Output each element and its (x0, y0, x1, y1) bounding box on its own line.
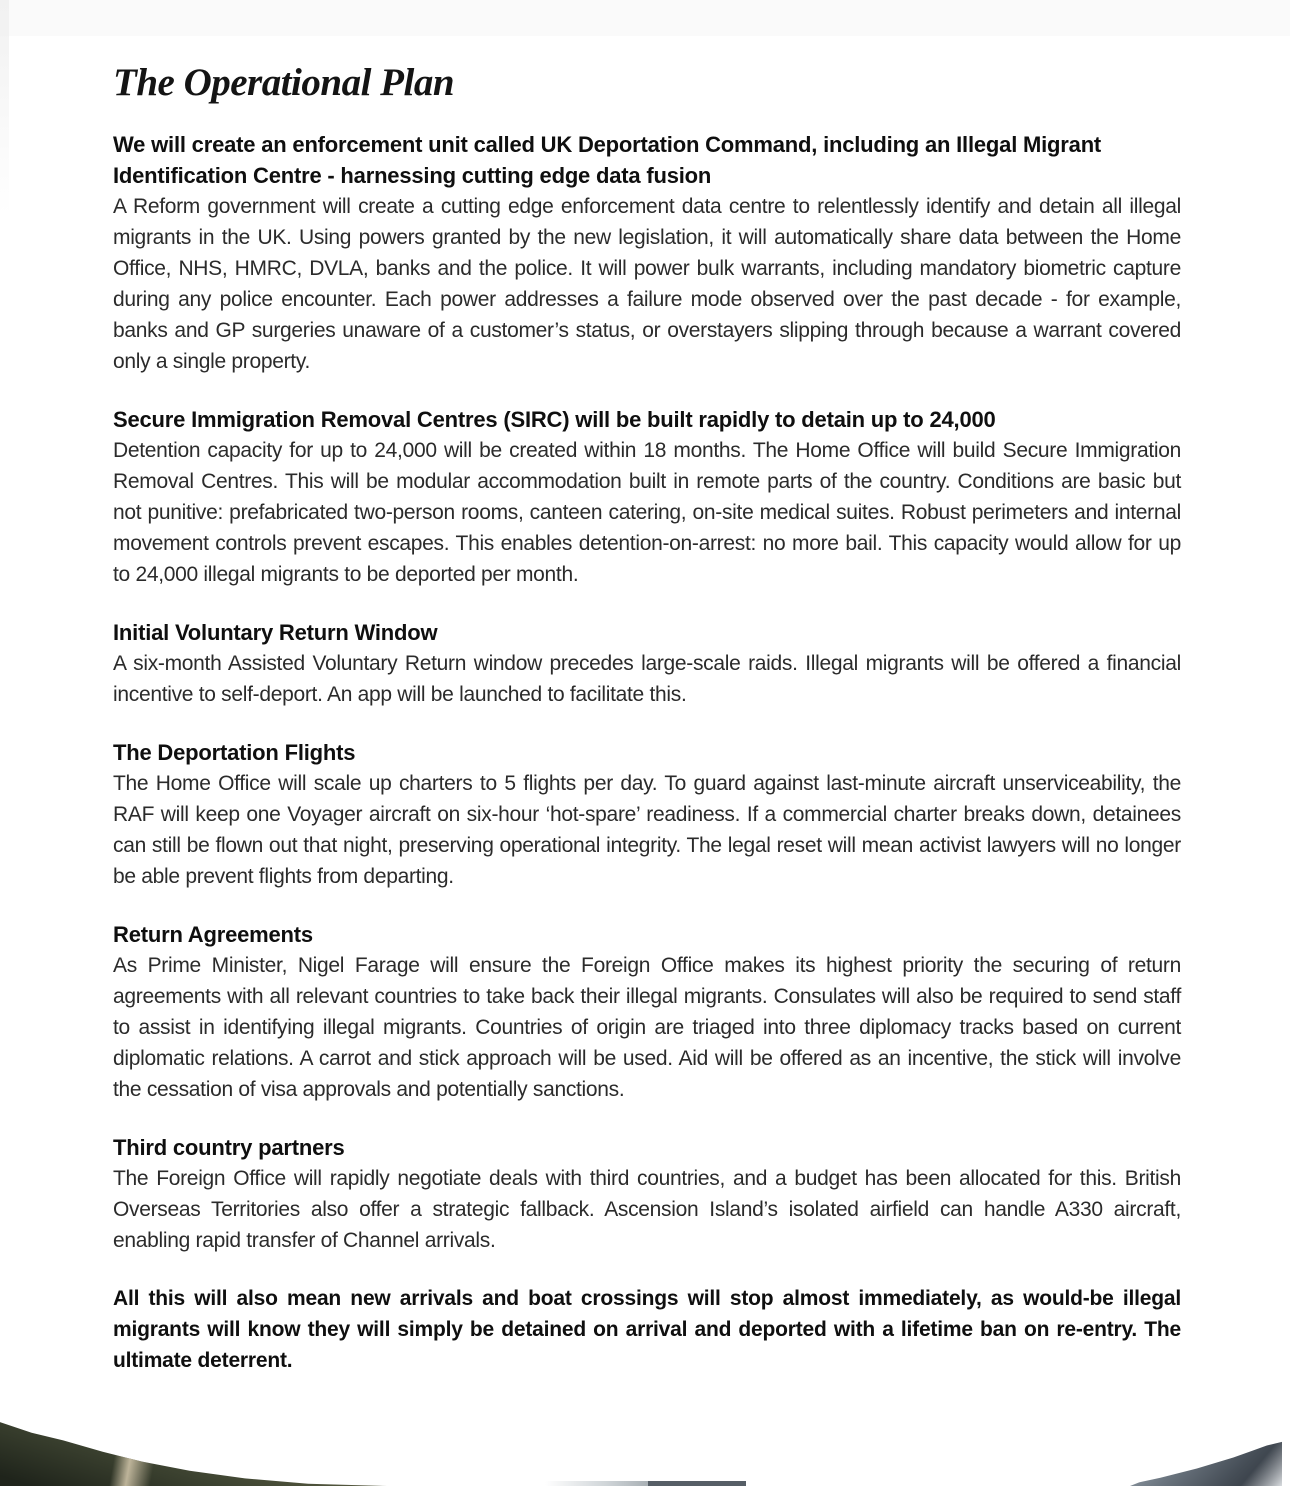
section-return-agreements (113, 919, 1181, 1105)
section-body: The Home Office will scale up charters to 5 flights per day. To guard against last-minute aircraft unserviceability, the RAF will keep one Voyager aircraft on six-hour ‘hot-spare’ readiness. If a commercial charter breaks down, detainees can still be flown out that night, preserving operational integrity. The legal reset will mean activist lawyers will no longer be able prevent flights from departing. (113, 772, 1181, 888)
section-body: Detention capacity for up to 24,000 will be created within 18 months. The Home Office will build Secure Immigration Removal Centres. This will be modular accommodation built in remote parts of the country. Conditions are basic but not punitive: prefabricated two-person rooms, canteen catering, on-site medical suites. Robust perimeters and internal movement controls prevent escapes. This enables detention-on-arrest: no more bail. This capacity would allow for up to 24,000 illegal migrants to be deported per month. (113, 439, 1181, 586)
section-enforcement-unit (113, 129, 1181, 377)
closing-paragraph: All this will also mean new arrivals and boat crossings will stop almost immediately, as would-be illegal migrants will know they will simply be detained on arrival and deported with a lifetime ban on re-entry. The ultimate deterrent. (113, 1287, 1181, 1372)
section-removal-centres (113, 404, 1181, 590)
section-body: A six-month Assisted Voluntary Return window precedes large-scale raids. Illegal migrants will be offered a financial incentive to self-deport. An app will be launched to facilitate this. (113, 652, 1181, 706)
section-heading: We will create an enforcement unit called UK Deportation Command, including an Illegal Migrant Identification Centre - harnessing cutting edge data fusion (113, 132, 1102, 188)
section-heading: Initial Voluntary Return Window (113, 620, 438, 645)
section-body: A Reform government will create a cutting edge enforcement data centre to relentlessly identify and detain all illegal migrants in the UK. Using powers granted by the new legislation, it will automatically share data between the Home Office, NHS, HMRC, DVLA, banks and the police. It will power bulk warrants, including mandatory biometric capture during any police encounter. Each power addresses a failure mode observed over the past decade - for example, banks and GP surgeries unaware of a customer’s status, or overstayers slipping through because a warrant covered only a single property. (113, 195, 1181, 373)
section-heading: Secure Immigration Removal Centres (SIRC) will be built rapidly to detain up to 24,000 (113, 407, 996, 432)
section-deportation-flights (113, 737, 1181, 892)
section-body: As Prime Minister, Nigel Farage will ensure the Foreign Office makes its highest priority the securing of return agreements with all relevant countries to take back their illegal migrants. Consulates will also be required to send staff to assist in identifying illegal migrants. Countries of origin are triaged into three diplomacy tracks based on current diplomatic relations. A carrot and stick approach will be used. Aid will be offered as an incentive, the stick will involve the cessation of visa approvals and potentially sanctions. (113, 954, 1181, 1101)
section-heading: Third country partners (113, 1135, 345, 1160)
section-heading: Return Agreements (113, 922, 313, 947)
section-voluntary-return (113, 617, 1181, 710)
rock-ridge-photo-fragment (1130, 1440, 1282, 1486)
section-third-country-partners (113, 1132, 1181, 1256)
page-title: The Operational Plan (113, 61, 455, 104)
section-heading: The Deportation Flights (113, 740, 356, 765)
page-top-shade (0, 0, 1290, 36)
bottom-center-dark-sliver (648, 1481, 746, 1486)
section-body: The Foreign Office will rapidly negotiate deals with third countries, and a budget has been allocated for this. British Overseas Territories also offer a strategic fallback. Ascension Island’s isolated airfield can handle A330 aircraft, enabling rapid transfer of Channel arrivals. (113, 1167, 1181, 1252)
hillside-photo-fragment (0, 1410, 395, 1486)
page-left-edge-shade (0, 0, 9, 215)
bottom-center-photo-sliver (545, 1481, 657, 1486)
document-content (113, 60, 1181, 1376)
